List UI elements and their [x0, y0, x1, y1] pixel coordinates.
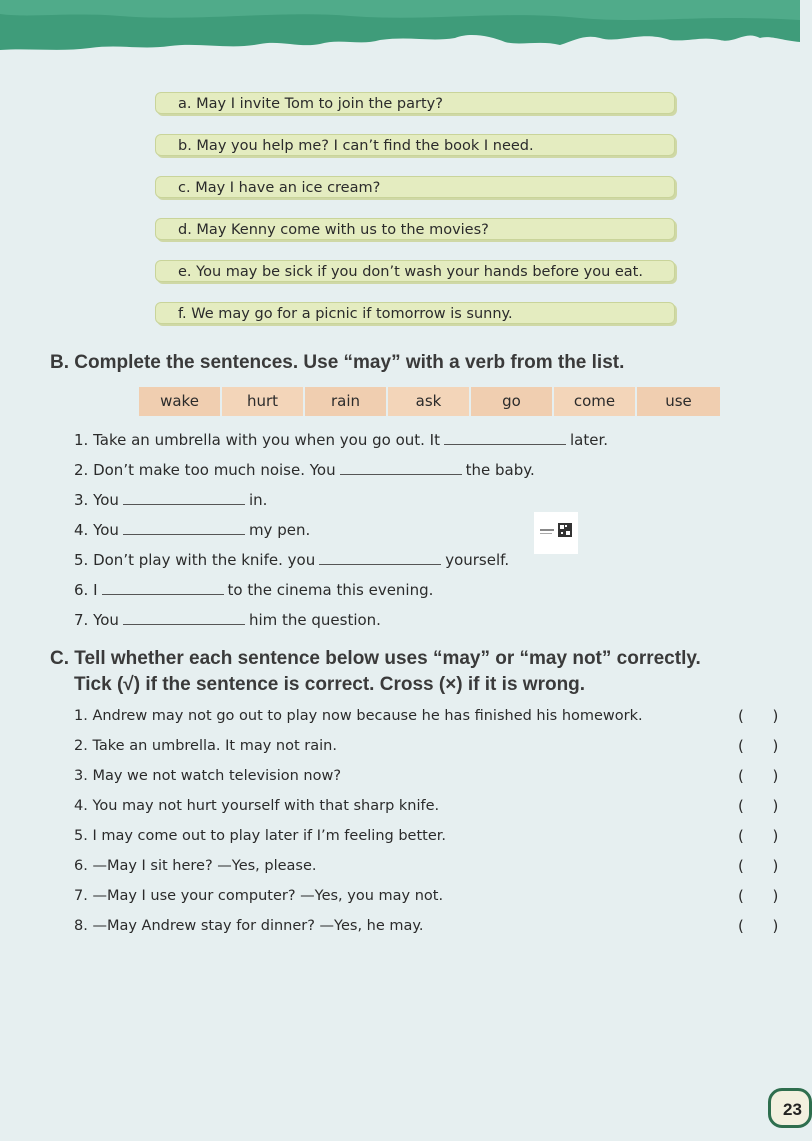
word-bank-item: ask — [388, 387, 471, 416]
word-bank-item: use — [637, 387, 720, 416]
item-text: the baby. — [465, 461, 535, 479]
word-bank-item: come — [554, 387, 637, 416]
section-c-heading: C. Tell whether each sentence below uses “may” or “may not” correctly. — [50, 648, 701, 669]
item-text: my pen. — [248, 521, 311, 539]
answer-blank[interactable] — [123, 606, 245, 625]
exercise-b-item — [74, 516, 310, 542]
exercise-c-item: 8. —May Andrew stay for dinner? —Yes, he may. — [74, 918, 424, 934]
answer-box[interactable]: ( ) — [738, 827, 779, 845]
answer-box[interactable]: ( ) — [738, 767, 779, 785]
item-text: 6. I — [74, 581, 98, 599]
exercise-c-item: 3. May we not watch television now? — [74, 768, 342, 784]
exercise-b-item — [74, 546, 509, 572]
answer-box[interactable]: ( ) — [738, 887, 779, 905]
item-text: 4. You — [74, 521, 119, 539]
word-bank-item: hurt — [222, 387, 305, 416]
item-text: yourself. — [445, 551, 510, 569]
qr-code-icon — [534, 512, 578, 554]
sentence-d: d. May Kenny come with us to the movies? — [155, 218, 675, 240]
exercise-b-item — [74, 576, 433, 602]
exercise-c-item: 4. You may not hurt yourself with that sharp knife. — [74, 798, 440, 814]
item-text: him the question. — [248, 611, 381, 629]
answer-box[interactable]: ( ) — [738, 737, 779, 755]
exercise-b-item — [74, 606, 381, 632]
answer-blank[interactable] — [444, 426, 566, 445]
answer-box[interactable]: ( ) — [738, 917, 779, 935]
answer-blank[interactable] — [123, 516, 245, 535]
exercise-c-item: 1. Andrew may not go out to play now because he has finished his homework. — [74, 708, 643, 724]
sentence-e: e. You may be sick if you don’t wash your hands before you eat. — [155, 260, 675, 282]
section-c-instructions: Tick (√) if the sentence is correct. Cross (×) if it is wrong. — [74, 674, 586, 695]
answer-box[interactable]: ( ) — [738, 857, 779, 875]
item-text: to the cinema this evening. — [227, 581, 434, 599]
answer-blank[interactable] — [340, 456, 462, 475]
item-text: in. — [248, 491, 268, 509]
sentence-f: f. We may go for a picnic if tomorrow is sunny. — [155, 302, 675, 324]
exercise-c-item: 7. —May I use your computer? —Yes, you may not. — [74, 888, 444, 904]
answer-box[interactable]: ( ) — [738, 797, 779, 815]
word-bank-item: rain — [305, 387, 388, 416]
item-text: 1. Take an umbrella with you when you go out. It — [74, 431, 440, 449]
exercise-b-item — [74, 486, 267, 512]
sentence-b: b. May you help me? I can’t find the book I need. — [155, 134, 675, 156]
exercise-c-item: 5. I may come out to play later if I’m feeling better. — [74, 828, 446, 844]
section-b-heading: B. Complete the sentences. Use “may” with a verb from the list. — [50, 352, 625, 373]
item-text: 5. Don’t play with the knife. you — [74, 551, 316, 569]
exercise-b-item — [74, 426, 608, 452]
word-bank-item: go — [471, 387, 554, 416]
sentence-a: a. May I invite Tom to join the party? — [155, 92, 675, 114]
word-bank — [139, 387, 720, 416]
answer-blank[interactable] — [319, 546, 441, 565]
item-text: 3. You — [74, 491, 119, 509]
answer-box[interactable]: ( ) — [738, 707, 779, 725]
exercise-c-item: 2. Take an umbrella. It may not rain. — [74, 738, 337, 754]
header-banner — [0, 0, 800, 70]
item-text: later. — [569, 431, 609, 449]
exercise-c-item: 6. —May I sit here? —Yes, please. — [74, 858, 317, 874]
word-bank-item: wake — [139, 387, 222, 416]
item-text: 2. Don’t make too much noise. You — [74, 461, 336, 479]
answer-blank[interactable] — [123, 486, 245, 505]
sentence-c: c. May I have an ice cream? — [155, 176, 675, 198]
page-number: 23 — [768, 1088, 812, 1128]
answer-blank[interactable] — [102, 576, 224, 595]
exercise-b-item — [74, 456, 535, 482]
item-text: 7. You — [74, 611, 119, 629]
